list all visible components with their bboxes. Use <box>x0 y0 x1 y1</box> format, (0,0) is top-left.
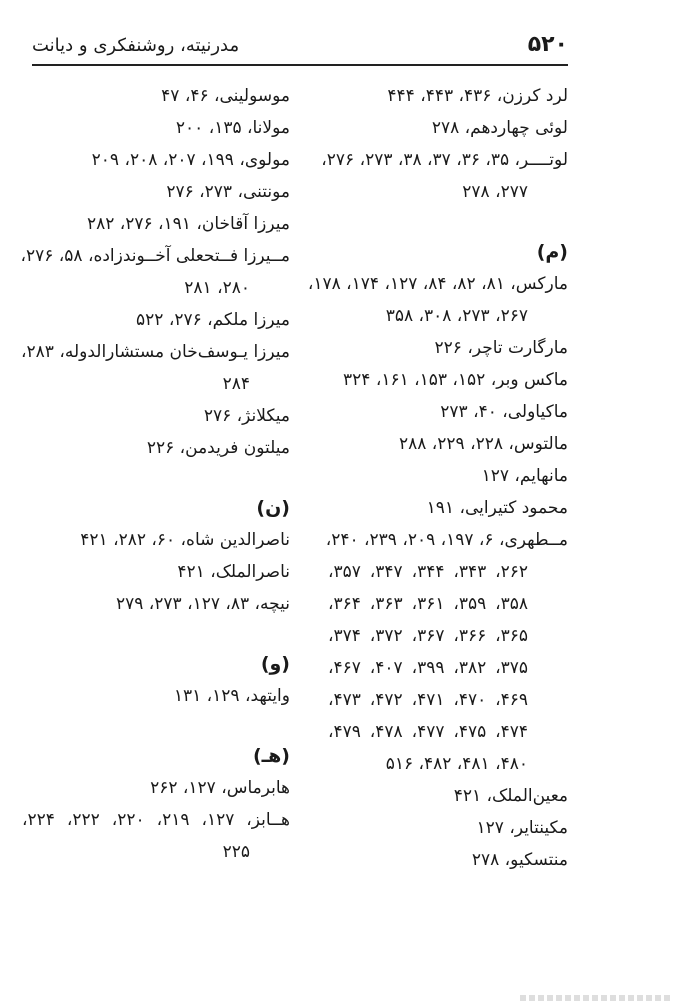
index-entry-continuation: ۴۸۰، ۴۸۱، ۴۸۲، ۵۱۶ <box>385 754 528 774</box>
section-heading-nun: (ن) <box>256 497 290 519</box>
page-header <box>32 30 568 66</box>
index-entry-continuation: ۲۸۴ <box>222 374 250 394</box>
index-entry: منتسکیو، ۲۷۸ <box>471 850 568 870</box>
index-entry: مارکس، ۸۱، ۸۲، ۸۴، ۱۲۷، ۱۷۴، ۱۷۸، <box>307 274 568 294</box>
index-entry: هابرماس، ۱۲۷، ۲۶۲ <box>150 778 290 798</box>
page-number: ۵۲۰ <box>527 32 568 57</box>
index-entry: مــطهری، ۶، ۱۹۷، ۲۰۹، ۲۳۹، ۲۴۰، <box>325 530 568 550</box>
section-heading-vav: (و) <box>260 653 290 675</box>
index-entry-continuation: ۴۶۹، ۴۷۰، ۴۷۱، ۴۷۲، ۴۷۳، <box>328 690 529 710</box>
index-entry: محمود کتیرایی، ۱۹۱ <box>426 498 568 518</box>
index-entry: میلتون فریدمن، ۲۲۶ <box>146 438 290 458</box>
index-entry-continuation: ۲۶۷، ۲۷۳، ۳۰۸، ۳۵۸ <box>385 306 528 326</box>
index-entry: مالتوس، ۲۲۸، ۲۲۹، ۲۸۸ <box>398 434 568 454</box>
index-entry-continuation: ۲۲۵ <box>222 842 250 862</box>
index-entry-continuation: ۳۷۵، ۳۸۲، ۳۹۹، ۴۰۷، ۴۶۷، <box>328 658 529 678</box>
index-entry: میکلانژ، ۲۷۶ <box>203 406 290 426</box>
index-entry: نیچه، ۸۳، ۱۲۷، ۲۷۳، ۲۷۹ <box>116 594 290 614</box>
index-entry: لرد کرزن، ۴۳۶، ۴۴۳، ۴۴۴ <box>387 86 568 106</box>
index-entry-continuation: ۲۶۲، ۳۴۳، ۳۴۴، ۳۴۷، ۳۵۷، <box>328 562 529 582</box>
index-entry: مولوی، ۱۹۹، ۲۰۷، ۲۰۸، ۲۰۹ <box>91 150 290 170</box>
section-heading-mim: (م) <box>536 241 568 263</box>
index-entry: ماکیاولی، ۴۰، ۲۷۳ <box>440 402 568 422</box>
index-entry: ماکس وبر، ۱۵۲، ۱۵۳، ۱۶۱، ۳۲۴ <box>343 370 568 390</box>
index-entry: مونتنی، ۲۷۳، ۲۷۶ <box>166 182 290 202</box>
index-entry: موسولینی، ۴۶، ۴۷ <box>161 86 290 106</box>
index-entry: ناصرالدین شاه، ۶۰، ۲۸۲، ۴۲۱ <box>80 530 290 550</box>
scan-edge-mark <box>520 995 670 1001</box>
index-entry: ناصرالملک، ۴۲۱ <box>177 562 290 582</box>
index-column-left <box>22 80 290 868</box>
index-entry: مــیرزا فــتحعلی آخــوندزاده، ۵۸، ۲۷۶، <box>20 246 290 266</box>
index-entry: هــابز، ۱۲۷، ۲۱۹، ۲۲۰، ۲۲۲، ۲۲۴، <box>22 810 291 830</box>
index-entry-continuation: ۳۶۵، ۳۶۶، ۳۶۷، ۳۷۲، ۳۷۴، <box>328 626 529 646</box>
index-entry: لوئی چهاردهم، ۲۷۸ <box>431 118 568 138</box>
index-entry-continuation: ۳۵۸، ۳۵۹، ۳۶۱، ۳۶۳، ۳۶۴، <box>328 594 529 614</box>
index-entry-continuation: ۴۷۴، ۴۷۵، ۴۷۷، ۴۷۸، ۴۷۹، <box>328 722 529 742</box>
index-entry-continuation: ۲۸۰، ۲۸۱ <box>184 278 250 298</box>
section-heading-he: (هـ) <box>252 745 290 767</box>
index-entry: معین‌الملک، ۴۲۱ <box>453 786 568 806</box>
running-title: مدرنیته، روشنفکری و دیانت <box>32 35 240 56</box>
index-entry: وایتهد، ۱۲۹، ۱۳۱ <box>173 686 290 706</box>
index-entry: میرزا یـوسف‌خان مستشارالدوله، ۲۸۳، <box>21 342 290 362</box>
index-entry: مکینتایر، ۱۲۷ <box>476 818 568 838</box>
index-entry: مولانا، ۱۳۵، ۲۰۰ <box>175 118 290 138</box>
index-entry: مارگارت تاچر، ۲۲۶ <box>434 338 568 358</box>
index-entry: میرزا آقاخان، ۱۹۱، ۲۷۶، ۲۸۲ <box>86 214 290 234</box>
index-column-right <box>307 80 568 876</box>
index-entry: مانهایم، ۱۲۷ <box>481 466 568 486</box>
index-entry: لوتــــر، ۳۵، ۳۶، ۳۷، ۳۸، ۲۷۳، ۲۷۶، <box>321 150 568 170</box>
index-entry: میرزا ملکم، ۲۷۶، ۵۲۲ <box>136 310 290 330</box>
index-entry-continuation: ۲۷۷، ۲۷۸ <box>462 182 528 202</box>
